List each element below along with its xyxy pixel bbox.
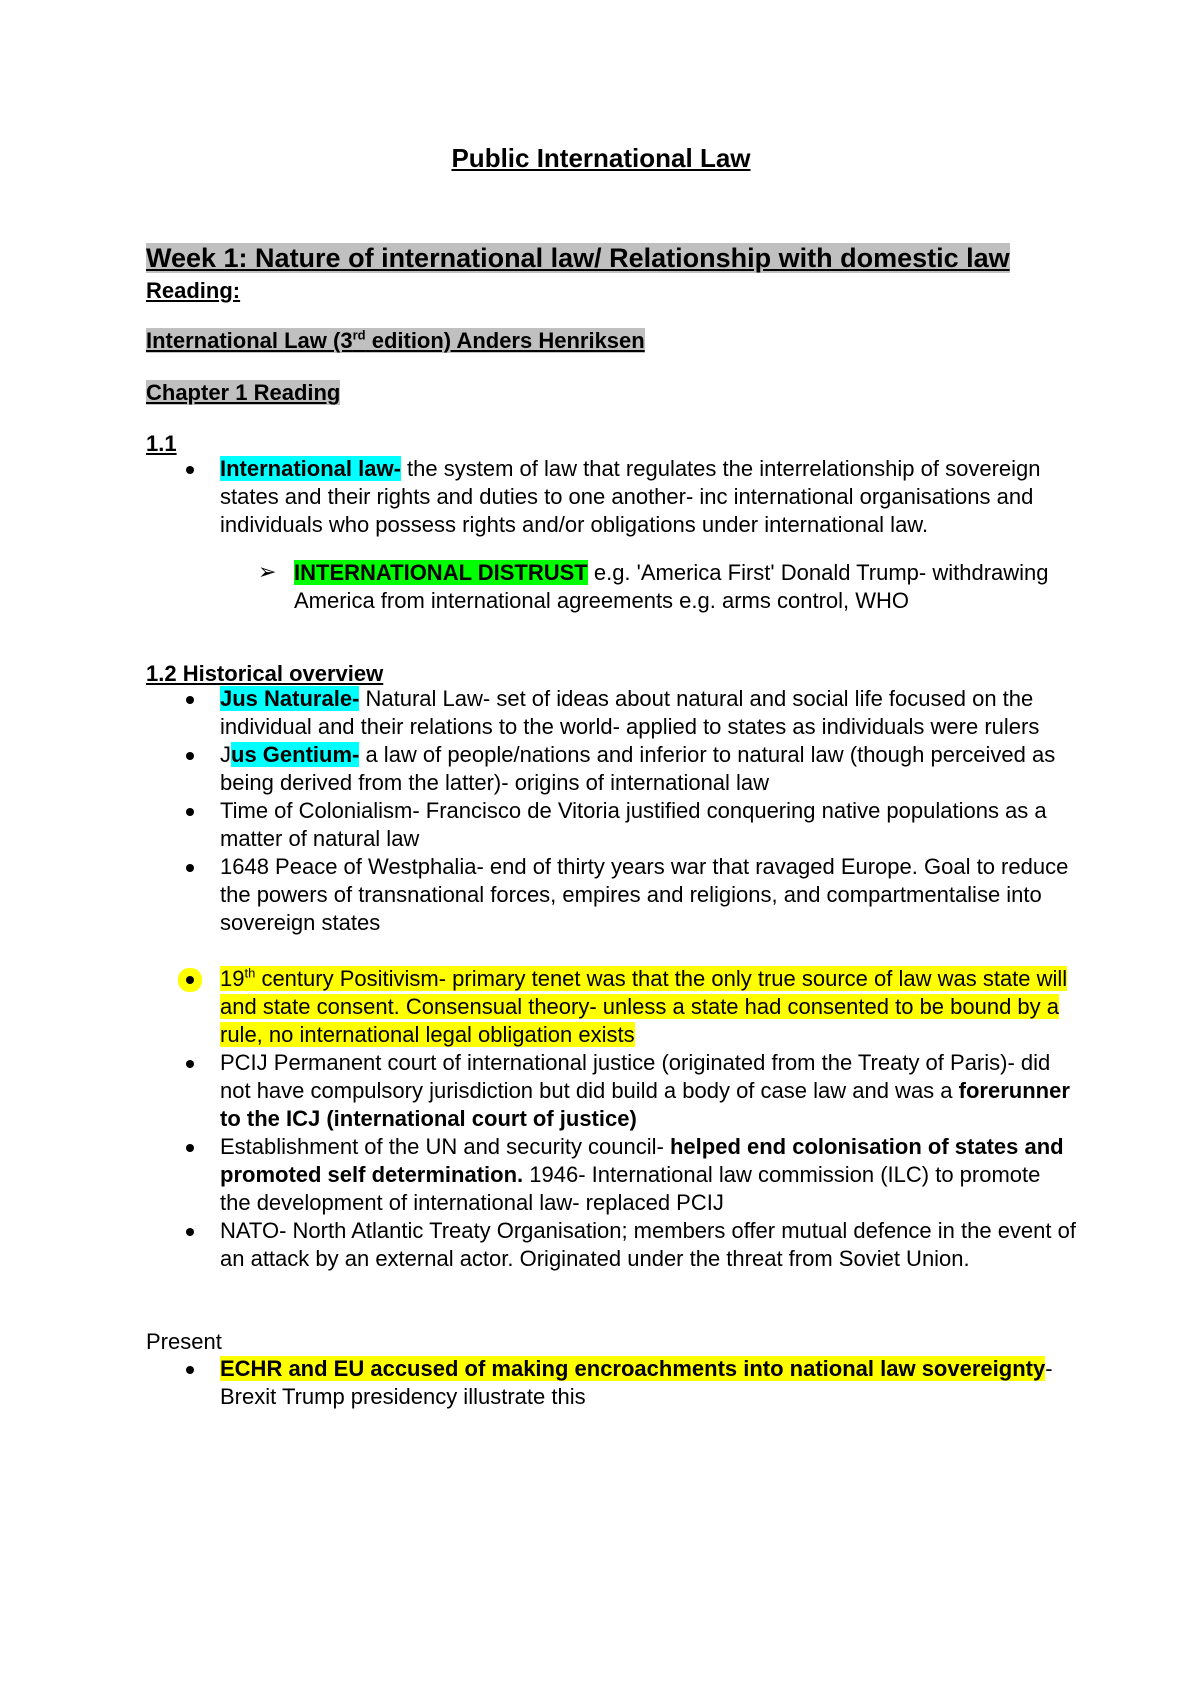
list-item-lead: J [220,742,231,767]
chapter-label [146,379,340,407]
list-item-text: the system of law that regulates the interrelationship of sovereign states and their rights and duties to one another- inc international organisations and individuals who possess rights and/or obligations under international law. [220,456,1041,537]
list-item [146,1217,1076,1273]
bullet-icon [186,1228,194,1236]
present-list [146,1355,1076,1411]
highlighted-text [220,966,1067,1047]
list-item-text: century Positivism- primary tenet was that the only true source of law was state will and state consent. Consensual theory- unless a state had consented to be bound by a rule, no international legal obligation exists [220,966,1068,1047]
list-item-text: NATO- North Atlantic Treaty Organisation; members offer mutual defence in the event of an attack by an external actor. Originated under the threat from Soviet Union. [220,1218,1076,1271]
sub-list-item-text: e.g. 'America First' Donald Trump- withdrawing America from international agreements e.g. arms control, WHO [294,560,1049,613]
term-highlight: INTERNATIONAL DISTRUST [294,560,588,585]
bullet-icon [186,466,194,474]
present-label: Present [146,1329,222,1354]
sub-list-item [146,559,1076,615]
list-item [146,741,1076,797]
list-item-rest: 1946- International law commission (ILC) to promote the development of international law- replaced PCIJ [220,1162,1041,1215]
bullet-icon [186,808,194,816]
term-highlight: Jus Naturale- [220,686,360,711]
list-item-text: - Brexit Trump presidency illustrate this [220,1356,1053,1409]
list-item-text: a law of people/nations and inferior to natural law (though perceived as being derived from the latter)- origins of international law [220,742,1056,795]
bullet-icon [186,1366,194,1374]
section-1-2-heading: 1.2 Historical overview [146,661,384,686]
list-item-text: Establishment of the UN and security council- [220,1134,670,1159]
list-item-prefix: 19 [220,966,245,991]
book-reference [146,327,645,355]
chapter-label-text: Chapter 1 Reading [146,380,341,405]
arrow-bullet-icon: ➢ [258,560,277,585]
list-item-text: Time of Colonialism- Francisco de Vitoria justified conquering native populations as a matter of natural law [220,798,1047,851]
document-title: Public International Law [451,143,751,173]
list-item [146,965,1076,1049]
section-1-1-list [146,455,1076,539]
list-item [146,685,1076,741]
list-item [146,1133,1076,1217]
bullet-icon [186,1060,194,1068]
highlighted-bold-text: ECHR and EU accused of making encroachments into national law sovereignty [220,1356,1046,1381]
section-1-2-list [146,685,1076,1273]
bullet-icon [186,864,194,872]
list-item [146,455,1076,539]
bullet-icon [186,752,194,760]
bullet-icon [186,976,194,984]
list-item [146,1049,1076,1133]
week-heading-text: Week 1: Nature of international law/ Relationship with domestic law [146,243,1010,273]
book-prefix: International Law (3 [146,328,353,353]
list-item-bold: helped end colonisation of states and promoted self determination. [220,1134,1064,1187]
list-item-text: Natural Law- set of ideas about natural and social life focused on the individual and their relations to the world- applied to states as individuals were rulers [220,686,1040,739]
term-highlight: us Gentium- [231,742,360,767]
book-reference-text [146,328,645,353]
list-item [146,797,1076,853]
book-sup: rd [352,327,366,343]
term-highlight: International law- [220,456,401,481]
section-1-1-heading: 1.1 [146,431,177,456]
list-item [146,1355,1076,1411]
week-heading [146,242,1010,274]
list-item-sup: th [244,965,256,981]
list-item-bold: forerunner to the ICJ (international court of justice) [220,1078,1070,1131]
bullet-icon [186,696,194,704]
reading-label: Reading: [146,278,241,303]
list-item [146,853,1076,937]
bullet-icon [186,1144,194,1152]
book-suffix: edition) Anders Henriksen [365,328,645,353]
list-item-text: PCIJ Permanent court of international justice (originated from the Treaty of Paris)- did not have compulsory jurisdiction but did build a body of case law and was a [220,1050,1051,1103]
list-item-text: 1648 Peace of Westphalia- end of thirty years war that ravaged Europe. Goal to reduce the powers of transnational forces, empires and religions, and compartmentalise into sovereign states [220,854,1069,935]
